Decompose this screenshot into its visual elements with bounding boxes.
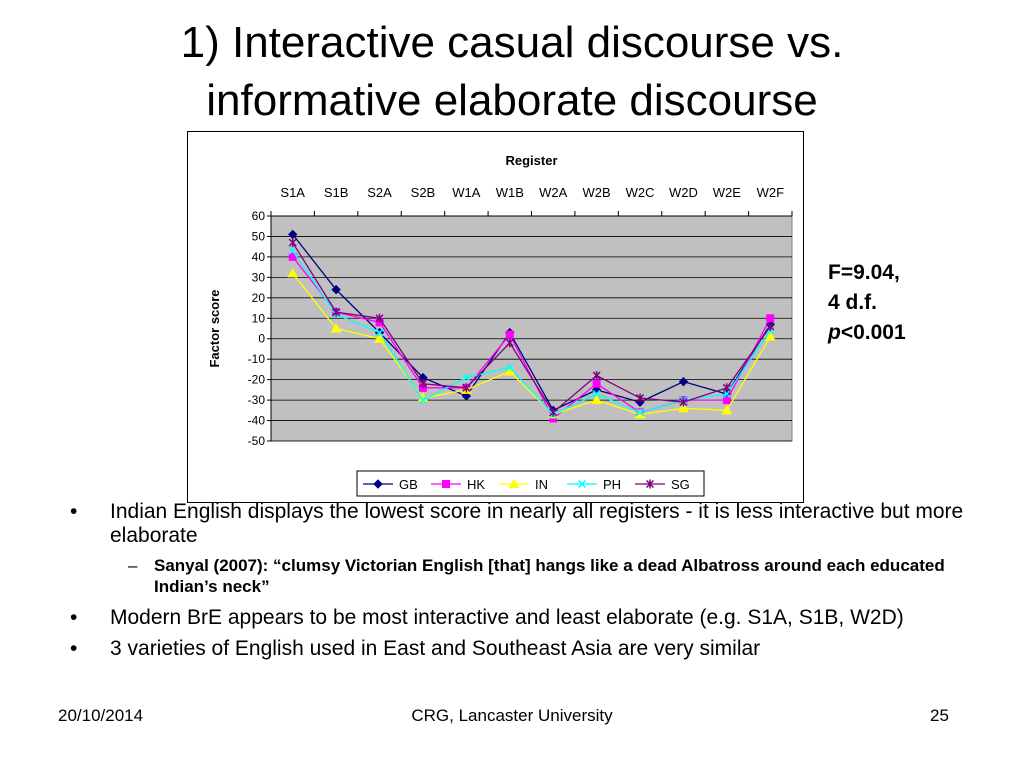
legend (357, 471, 704, 496)
x-tick-label: S1B (323, 185, 349, 200)
data-point-hk (506, 331, 513, 338)
x-tick-label: W2D (669, 185, 698, 200)
bullet-dot-icon: • (70, 606, 78, 629)
x-tick-label: W2E (712, 185, 741, 200)
stats-p-symbol: p (828, 321, 841, 344)
stats-annotation (828, 258, 906, 348)
data-point-hk (767, 315, 774, 322)
y-tick-label: 60 (251, 209, 265, 223)
sub-bullet-text: Sanyal (2007): “clumsy Victorian English [that] hangs like a dead Albatross around each educated Indian’s neck” (154, 556, 945, 596)
bullet-text: Modern BrE appears to be most interactive and least elaborate (e.g. S1A, S1B, W2D) (110, 606, 904, 629)
bullet-dot-icon: • (70, 500, 78, 523)
x-tick-label: W2C (625, 185, 655, 200)
chart-frame (187, 131, 804, 503)
legend-label-hk: HK (467, 477, 486, 492)
x-tick-label: W2A (539, 185, 568, 200)
stats-f-value: F=9.04, (828, 261, 900, 284)
legend-label-sg: SG (671, 477, 690, 492)
footer-date: 20/10/2014 (58, 706, 144, 725)
y-tick-label: 10 (251, 311, 265, 326)
legend-label-gb: GB (399, 477, 418, 492)
slide-title (0, 14, 1024, 130)
bullet-item (70, 637, 980, 661)
bullet-item (70, 606, 980, 630)
sub-bullet-dash-icon: – (128, 556, 138, 575)
x-tick-label: W1B (495, 185, 524, 200)
y-tick-label: -10 (247, 352, 265, 367)
y-tick-label: -30 (247, 393, 265, 408)
footer-page-number: 25 (930, 706, 949, 725)
data-point-hk (593, 380, 600, 387)
plot-area (271, 216, 792, 441)
slide-title-line2: informative elaborate discourse (206, 76, 818, 125)
x-tick-label: W2B (582, 185, 611, 200)
y-tick-label: 30 (251, 270, 265, 285)
y-tick-label: 0 (258, 331, 265, 346)
x-tick-label: S2A (367, 185, 392, 200)
y-tick-label: -50 (247, 434, 265, 448)
data-point-hk (723, 397, 730, 404)
legend-label-in: IN (535, 477, 548, 492)
legend-marker-hk (443, 481, 450, 488)
y-tick-label: 20 (251, 290, 265, 305)
y-tick-label: -20 (247, 372, 265, 387)
slide-title-line1: 1) Interactive casual discourse vs. (180, 18, 844, 67)
y-tick-label: 40 (251, 249, 265, 264)
sub-bullet-item (70, 555, 980, 597)
stats-p-rest: <0.001 (840, 321, 906, 344)
x-tick-label: W2F (756, 185, 785, 200)
x-tick-label: W1A (452, 185, 481, 200)
bullet-text: Indian English displays the lowest score in nearly all registers - it is less interactive but more elaborate (110, 500, 964, 547)
bullet-dot-icon: • (70, 637, 78, 660)
chart-title: Register (505, 153, 558, 168)
y-tick-label: -40 (247, 413, 265, 428)
stats-df: 4 d.f. (828, 291, 878, 314)
stats-p-value (828, 318, 906, 348)
y-axis-label: Factor score (207, 289, 222, 368)
footer-organization: CRG, Lancaster University (411, 706, 613, 725)
legend-label-ph: PH (603, 477, 622, 492)
factor-score-chart (188, 132, 803, 502)
bullet-list (70, 500, 980, 668)
y-tick-label: 50 (251, 229, 265, 244)
x-tick-label: S2B (410, 185, 436, 200)
bullet-item (70, 500, 980, 548)
bullet-text: 3 varieties of English used in East and Southeast Asia are very similar (110, 637, 761, 660)
x-tick-label: S1A (280, 185, 305, 200)
